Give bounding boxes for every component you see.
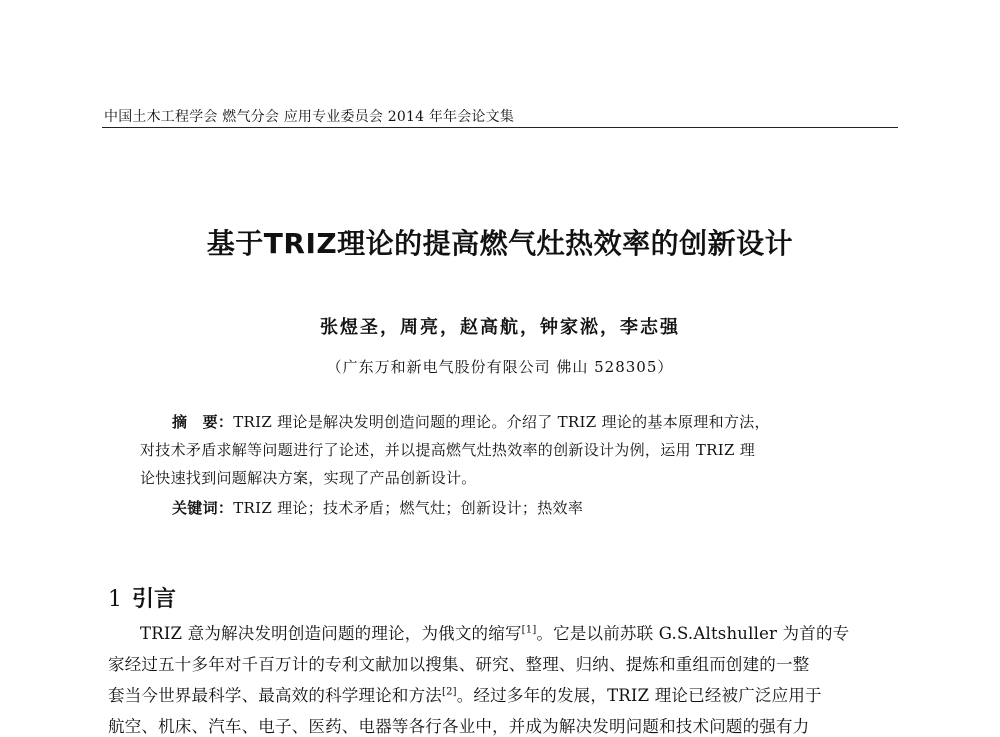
citation-ref: [1] (521, 624, 537, 636)
body-line-3 (108, 682, 822, 706)
body-line-2: 家经过五十多年对千百万计的专利文献加以搜集、研究、整理、归纳、提炼和重组而创建的一整 (108, 655, 810, 674)
keywords-line (172, 497, 583, 518)
keywords-label: 关键词： (172, 499, 234, 517)
abstract-label: 摘 要： (172, 413, 234, 431)
author-list: 张煜圣，周亮，赵高航，钟家淞，李志强 (320, 317, 680, 338)
abstract-line-2: 对技术矛盾求解等问题进行了论述，并以提高燃气灶热效率的创新设计为例，运用 TRIZ 理 (140, 441, 756, 459)
body-line-4: 航空、机床、汽车、电子、医药、电器等各行各业中，并成为解决发明问题和技术问题的强有力 (108, 717, 810, 736)
body-line-1 (140, 620, 849, 644)
affiliation: （广东万和新电气股份有限公司 佛山 528305） (326, 358, 674, 376)
abstract-line-1 (172, 411, 770, 432)
section-heading (108, 582, 176, 613)
body-text: 。它是以前苏联 G.S.Altshuller 为首的专 (536, 624, 850, 643)
body-text: 套当今世界最科学、最高效的科学理论和方法 (108, 686, 442, 705)
header-rule (102, 127, 898, 128)
section-number: 1 (108, 587, 122, 612)
abstract-line-3: 论快速找到问题解决方案，实现了产品创新设计。 (140, 469, 477, 487)
running-header: 中国土木工程学会 燃气分会 应用专业委员会 2014 年年会论文集 (104, 109, 515, 125)
keywords-text: TRIZ 理论；技术矛盾；燃气灶；创新设计；热效率 (233, 499, 584, 517)
paper-title: 基于TRIZ理论的提高燃气灶热效率的创新设计 (206, 227, 794, 260)
body-text: TRIZ 意为解决发明创造问题的理论，为俄文的缩写 (140, 624, 522, 643)
citation-ref: [2] (442, 686, 457, 698)
abstract-text-1: TRIZ 理论是解决发明创造问题的理论。介绍了 TRIZ 理论的基本原理和方法， (233, 413, 770, 431)
section-title: 引言 (132, 587, 177, 612)
body-text: 。经过多年的发展，TRIZ 理论已经被广泛应用于 (456, 686, 822, 705)
